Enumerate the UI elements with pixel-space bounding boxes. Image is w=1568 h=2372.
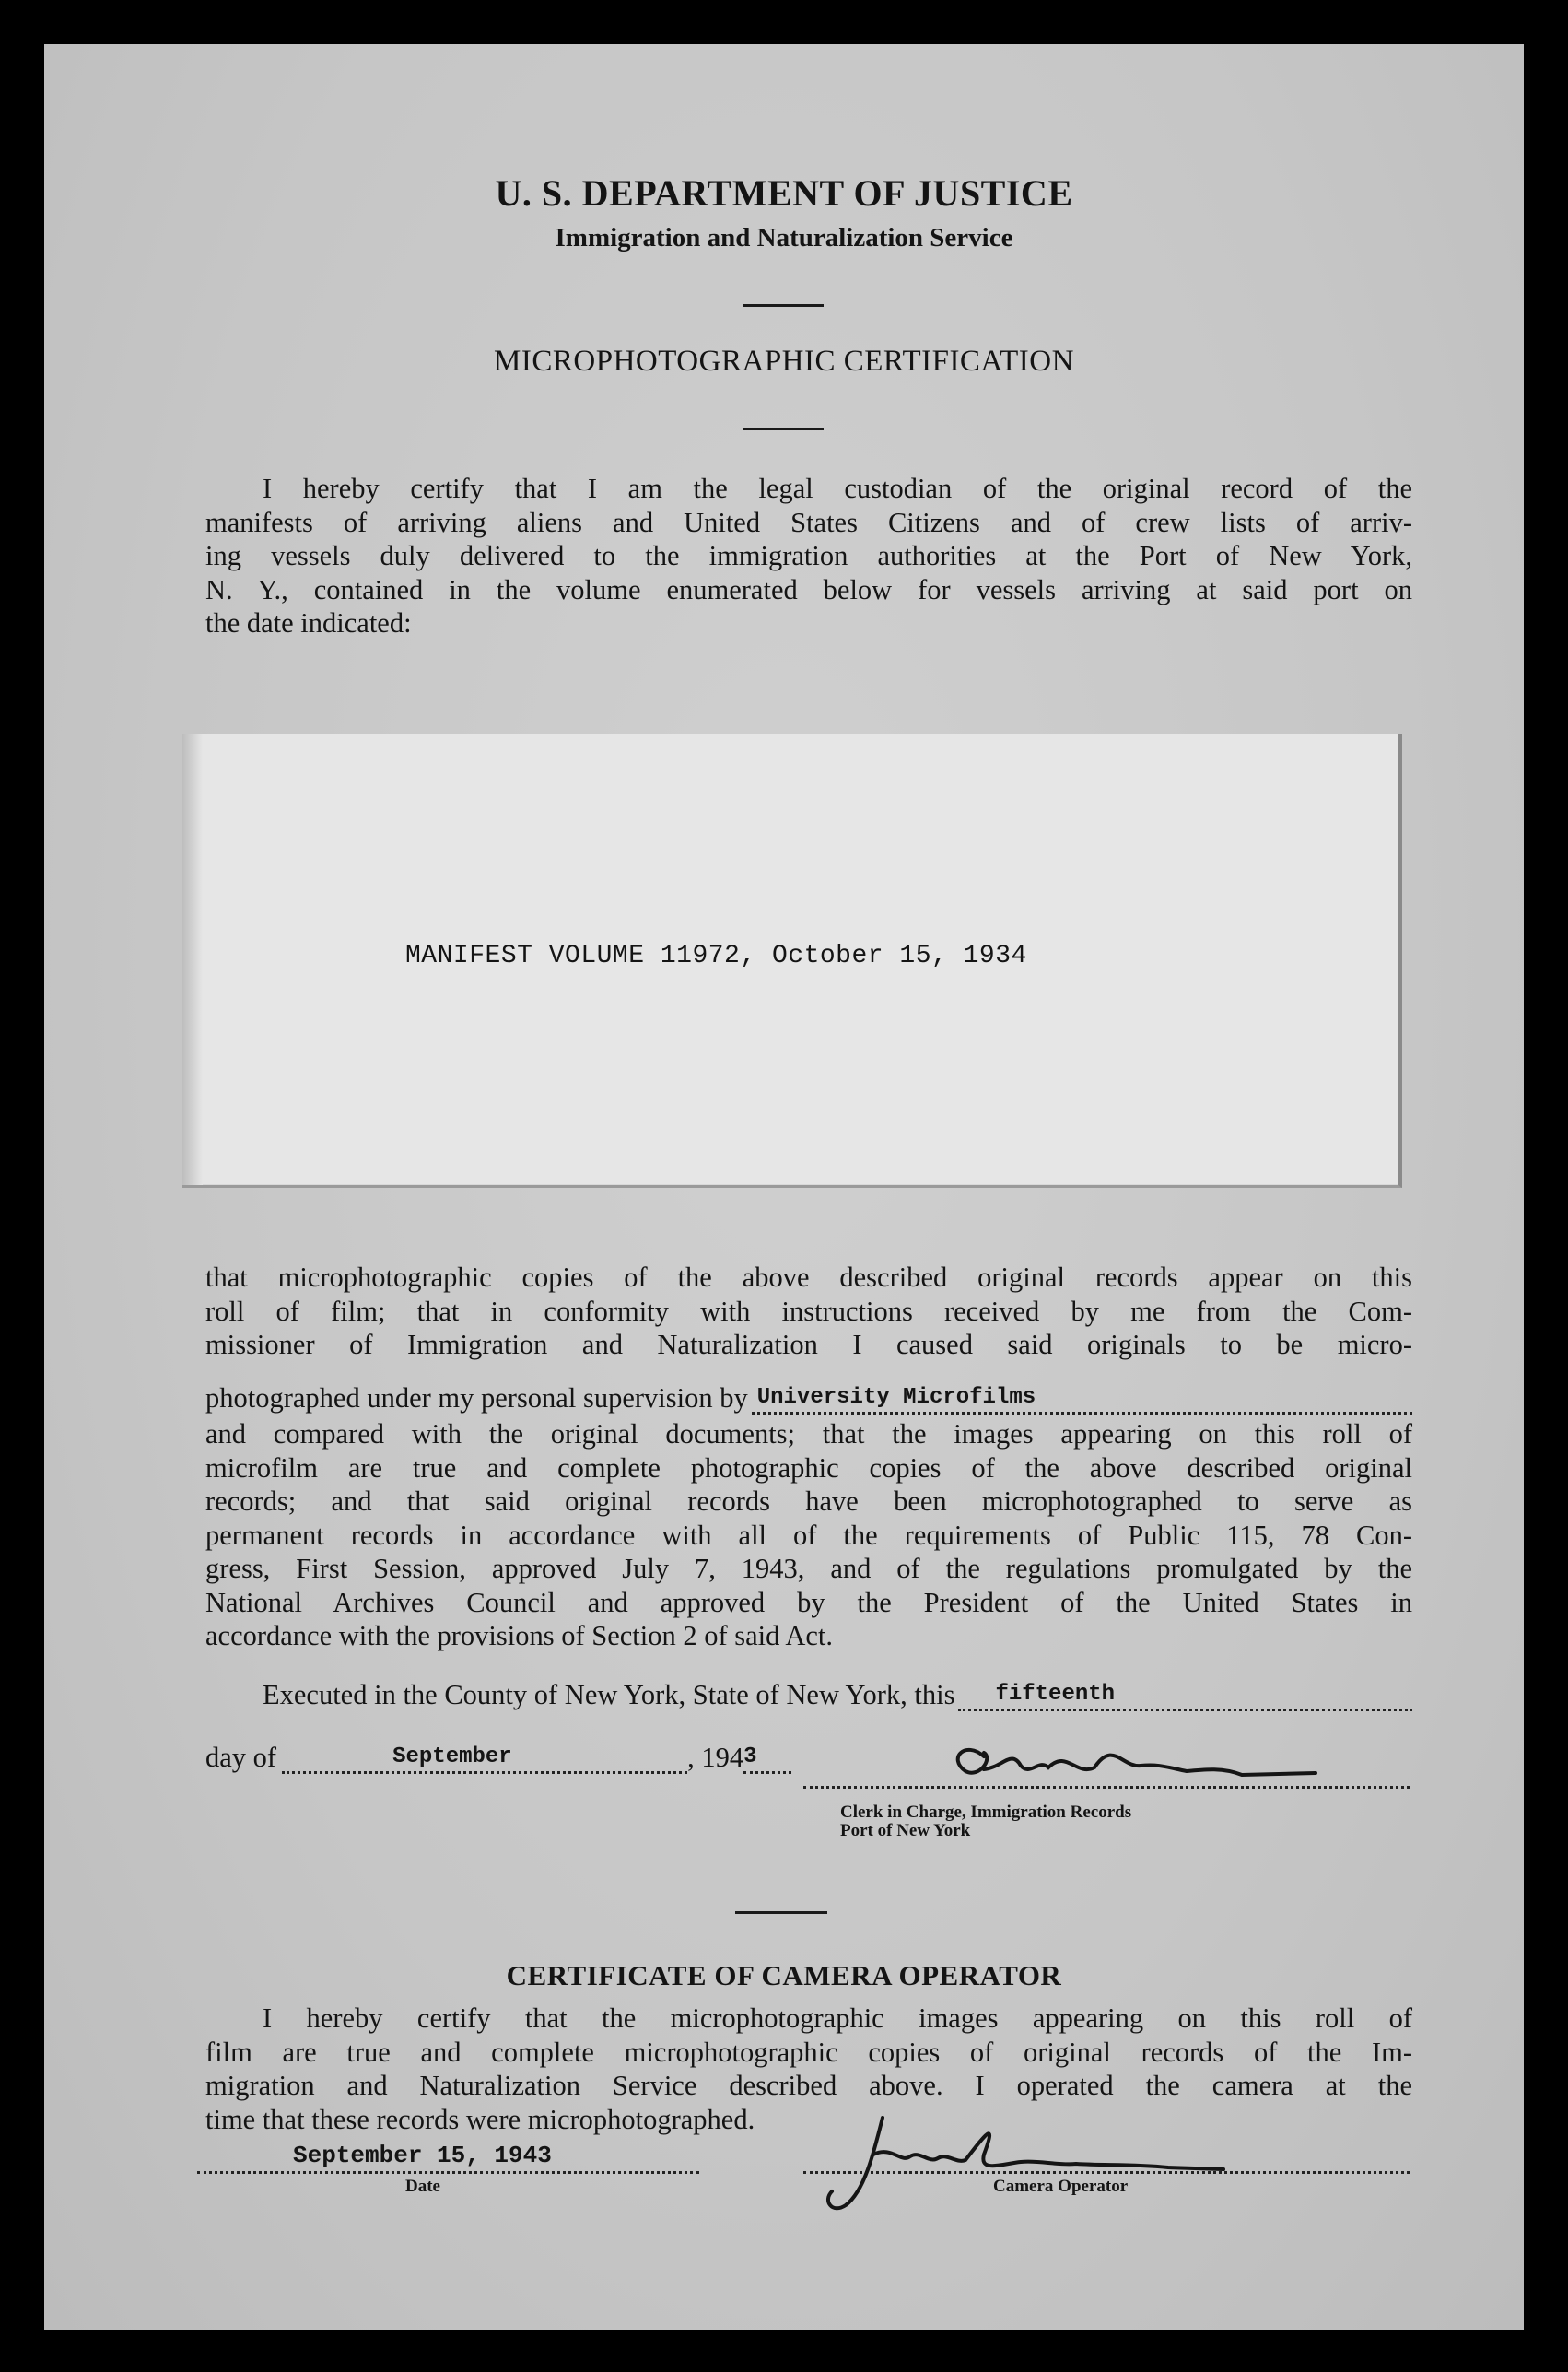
card-shadow: [182, 734, 203, 1185]
manifest-insert-card: [182, 734, 1402, 1188]
body-line: roll of film; that in conformity with instructions received by me from the Com-: [205, 1295, 1412, 1327]
supervision-line: [205, 1382, 1412, 1415]
certification-title: MICROPHOTOGRAPHIC CERTIFICATION: [494, 345, 1074, 378]
executed-prefix: Executed in the County of New York, State of New York, this: [263, 1679, 955, 1710]
divider: [735, 1911, 827, 1914]
date-line: [197, 2169, 699, 2174]
camera-line: migration and Naturalization Service described above. I operated the camera at the: [205, 2070, 1412, 2101]
camera-line: I hereby certify that the microphotographic images appearing on this roll of: [263, 2002, 1412, 2034]
body-line: records; and that said original records have been microphotographed to serve as: [205, 1485, 1412, 1517]
body-line: and compared with the original documents; that the images appearing on this roll of: [205, 1418, 1412, 1450]
executed-line: [263, 1679, 1412, 1711]
camera-operator-label: Camera Operator: [993, 2177, 1129, 2196]
intro-line: manifests of arriving aliens and United States Citizens and of crew lists of arriv-: [205, 506, 1412, 538]
divider: [743, 304, 824, 307]
body-line: permanent records in accordance with all of the requirements of Public 115, 78 Con-: [205, 1519, 1412, 1551]
intro-line: N. Y., contained in the volume enumerated below for vessels arriving at said port on: [205, 573, 1412, 605]
day-of-label: day of: [205, 1742, 277, 1773]
clerk-office: Port of New York: [840, 1821, 971, 1840]
camera-line: time that these records were microphotographed.: [205, 2103, 755, 2135]
body-line: accordance with the provisions of Section 2 of said Act.: [205, 1620, 833, 1651]
body-line: microfilm are true and complete photographic copies of the above described original: [205, 1451, 1412, 1484]
intro-line: ing vessels duly delivered to the immigration authorities at the Port of New York,: [205, 540, 1412, 571]
camera-certificate-title: CERTIFICATE OF CAMERA OPERATOR: [506, 1959, 1062, 1991]
day-fill: fifteenth: [995, 1682, 1116, 1707]
body-paragraph-cont: [205, 1417, 1412, 1653]
camera-line: film are true and complete microphotographic copies of original records of the Im-: [205, 2036, 1412, 2068]
clerk-title: Clerk in Charge, Immigration Records: [840, 1802, 1132, 1822]
year-blank: [743, 1745, 791, 1774]
date-label: Date: [405, 2177, 440, 2196]
month-blank: [282, 1745, 687, 1774]
body-line: missioner of Immigration and Naturalization I caused said originals to be micro-: [205, 1329, 1412, 1360]
intro-line: the date indicated:: [205, 607, 412, 639]
service-subheading: Immigration and Naturalization Service: [555, 223, 1013, 252]
supervisor-name: University Microfilms: [756, 1385, 1036, 1410]
intro-paragraph: [205, 472, 1412, 640]
day-blank: [958, 1683, 1412, 1711]
divider: [743, 428, 824, 430]
department-heading: U. S. DEPARTMENT OF JUSTICE: [495, 172, 1073, 214]
operator-signature: [800, 2099, 1279, 2219]
body-line: gress, First Session, approved July 7, 1943, and of the regulations promulgated by the: [205, 1553, 1412, 1584]
manifest-volume: MANIFEST VOLUME 11972, October 15, 1934: [405, 942, 1027, 970]
intro-line: I hereby certify that I am the legal custodian of the original record of the: [263, 473, 1412, 504]
supervision-blank: [752, 1386, 1412, 1415]
body-line: National Archives Council and approved by the President of the United States in: [205, 1586, 1412, 1618]
body-line: that microphotographic copies of the above described original records appear on this: [205, 1262, 1412, 1293]
clerk-signature: [929, 1731, 1371, 1795]
year-fill: 3: [743, 1744, 757, 1769]
supervision-prefix: photographed under my personal supervision by: [205, 1382, 748, 1414]
day-of-line: [205, 1742, 869, 1774]
certificate-sheet: [44, 44, 1524, 2330]
month-fill: September: [392, 1744, 512, 1769]
year-prefix: , 194: [687, 1742, 744, 1773]
body-paragraph: [205, 1261, 1412, 1362]
date-fill: September 15, 1943: [293, 2142, 552, 2169]
